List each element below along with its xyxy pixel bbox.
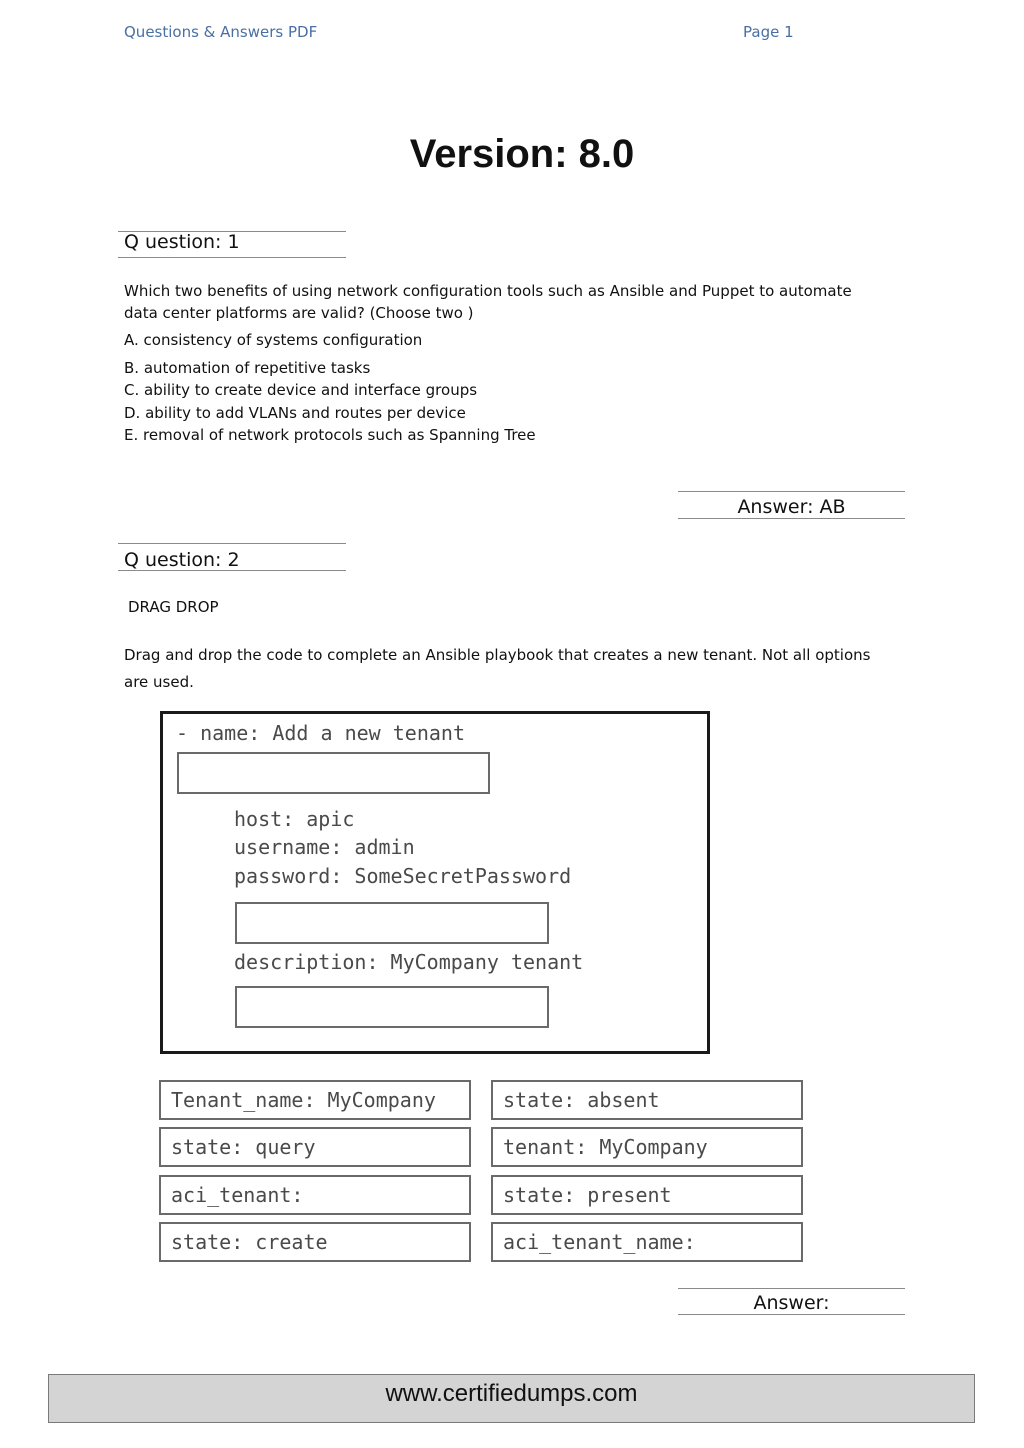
drag-tile[interactable]: aci_tenant_name: <box>491 1222 803 1262</box>
q2-answer-bottom-rule <box>678 1314 905 1315</box>
page-number: Page 1 <box>743 23 794 41</box>
q1-answer-bottom-rule <box>678 518 905 519</box>
drop-target-3[interactable] <box>235 986 549 1028</box>
footer-url[interactable]: www.certifiedumps.com <box>385 1380 638 1407</box>
q2-top-rule <box>118 543 346 544</box>
q2-bottom-rule <box>118 570 346 571</box>
q1-text-line-1: Which two benefits of using network configuration tools such as Ansible and Puppet to automate <box>124 282 852 300</box>
playbook-line-password: password: SomeSecretPassword <box>234 864 572 888</box>
q2-answer-top-rule <box>678 1288 905 1289</box>
drag-tile[interactable]: state: query <box>159 1127 471 1167</box>
drag-tile[interactable]: state: present <box>491 1175 803 1215</box>
q2-question-text <box>124 642 924 696</box>
q2-title: Q uestion: 2 <box>124 549 240 571</box>
q1-option-d: D. ability to add VLANs and routes per device <box>124 404 466 422</box>
q1-answer-top-rule <box>678 491 905 492</box>
version-title: Version: 8.0 <box>409 132 635 176</box>
q1-title: Q uestion: 1 <box>124 231 240 253</box>
drag-tile[interactable]: Tenant_name: MyCompany <box>159 1080 471 1120</box>
playbook-line-username: username: admin <box>234 835 415 859</box>
q1-option-c: C. ability to create device and interface groups <box>124 381 478 399</box>
q1-option-a: A. consistency of systems configuration <box>124 331 423 349</box>
footer-bar <box>48 1374 975 1423</box>
drag-tile[interactable]: tenant: MyCompany <box>491 1127 803 1167</box>
q1-option-e: E. removal of network protocols such as Spanning Tree <box>124 426 536 444</box>
q1-text-line-2: data center platforms are valid? (Choose two ) <box>124 304 474 322</box>
playbook-line-host: host: apic <box>234 807 355 831</box>
drag-tile[interactable]: state: create <box>159 1222 471 1262</box>
playbook-line-name: - name: Add a new tenant <box>176 721 465 745</box>
drop-target-1[interactable] <box>177 752 490 794</box>
q2-text-line-1: Drag and drop the code to complete an Ansible playbook that creates a new tenant. Not all options <box>124 646 871 664</box>
q1-option-b: B. automation of repetitive tasks <box>124 359 371 377</box>
drag-tile[interactable]: state: absent <box>491 1080 803 1120</box>
drag-tile[interactable]: aci_tenant: <box>159 1175 471 1215</box>
q1-question-text <box>124 280 924 324</box>
q2-type: DRAG DROP <box>128 598 219 616</box>
drop-target-2[interactable] <box>235 902 549 944</box>
playbook-line-description: description: MyCompany tenant <box>234 950 584 974</box>
q1-answer: Answer: AB <box>737 496 846 518</box>
q2-answer: Answer: <box>753 1292 830 1314</box>
header-title: Questions & Answers PDF <box>124 23 318 41</box>
q1-bottom-rule <box>118 257 346 258</box>
q2-text-line-2: are used. <box>124 673 194 691</box>
